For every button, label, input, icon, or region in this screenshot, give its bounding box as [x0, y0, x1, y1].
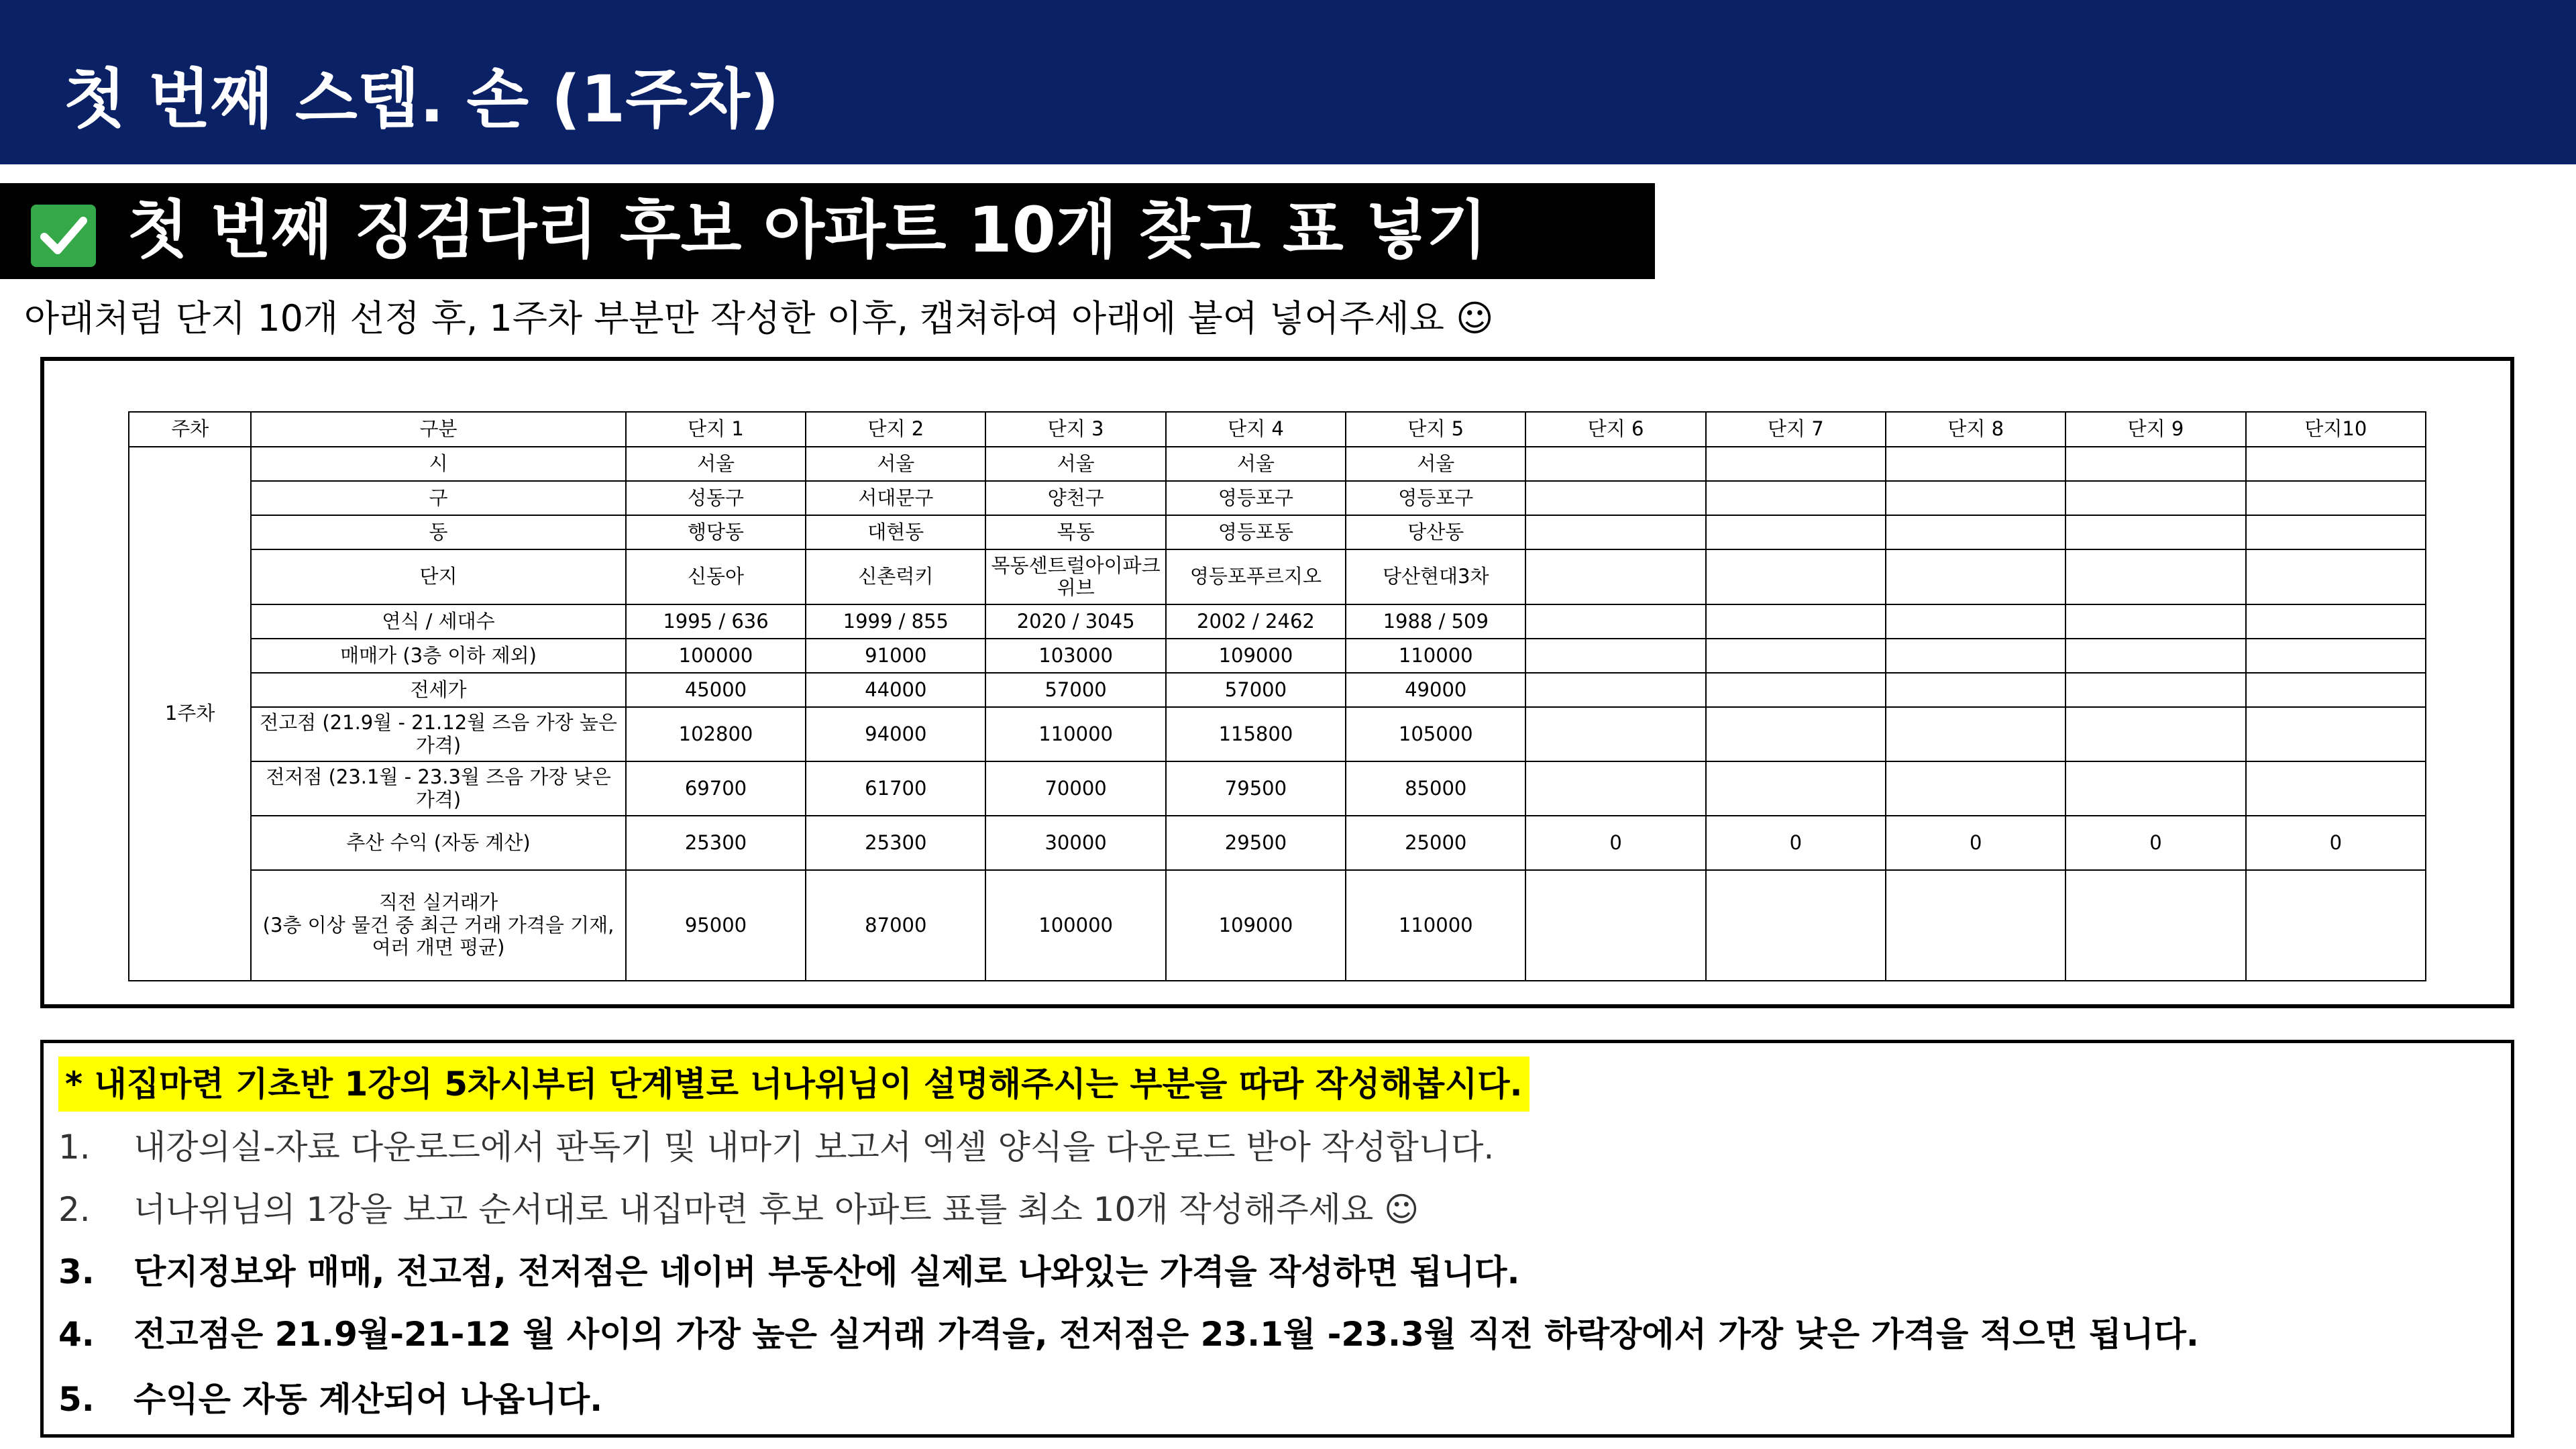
table-cell: [1706, 481, 1886, 515]
table-cell: [1886, 673, 2065, 707]
table-cell: 2002 / 2462: [1166, 604, 1346, 639]
row-label: 추산 수익 (자동 계산): [251, 816, 626, 870]
table-cell: [2246, 549, 2426, 604]
table-cell: [1706, 707, 1886, 761]
table-cell: 105000: [1346, 707, 1525, 761]
table-cell: 서울: [985, 447, 1165, 481]
apartment-table: [128, 411, 2426, 981]
table-cell: 신동아: [626, 549, 806, 604]
note-text: 너나위님의 1강을 보고 순서대로 내집마련 후보 아파트 표를 최소 10개 작성해주세요 ☺: [133, 1190, 1419, 1229]
table-cell: [1886, 549, 2065, 604]
highlight-note: * 내집마련 기초반 1강의 5차시부터 단계별로 너나위님이 설명해주시는 부분을 따라 작성해봅시다.: [58, 1057, 1529, 1112]
row-label: 전고점 (21.9월 - 21.12월 즈음 가장 높은 가격): [251, 707, 626, 761]
table-cell: 25300: [806, 816, 985, 870]
note-number: 5.: [58, 1380, 95, 1419]
table-cell: 91000: [806, 639, 985, 673]
table-cell: [1706, 870, 1886, 981]
column-header: 단지 9: [2065, 412, 2245, 447]
row-label: 단지: [251, 549, 626, 604]
table-cell: 61700: [806, 761, 985, 816]
table-cell: 25300: [626, 816, 806, 870]
table-cell: 102800: [626, 707, 806, 761]
column-header: 단지10: [2246, 412, 2426, 447]
section-title: 첫 번째 징검다리 후보 아파트 10개 찾고 표 넣기: [127, 194, 1488, 267]
table-cell: [2065, 481, 2245, 515]
table-cell: 0: [1706, 816, 1886, 870]
table-cell: [2065, 549, 2245, 604]
table-cell: [1886, 761, 2065, 816]
row-label: 연식 / 세대수: [251, 604, 626, 639]
table-cell: [2246, 639, 2426, 673]
instructions-box: [40, 1040, 2514, 1438]
table-cell: [1525, 549, 1705, 604]
table-cell: [1706, 447, 1886, 481]
table-cell: [2065, 870, 2245, 981]
table-cell: [1525, 761, 1705, 816]
table-cell: [2065, 761, 2245, 816]
table-cell: 1988 / 509: [1346, 604, 1525, 639]
table-row: [129, 481, 2426, 515]
table-row: [129, 447, 2426, 481]
table-cell: [2246, 481, 2426, 515]
table-cell: 100000: [985, 870, 1165, 981]
table-cell: 49000: [1346, 673, 1525, 707]
note-number: 1.: [58, 1128, 91, 1167]
table-cell: 70000: [985, 761, 1165, 816]
table-cell: 57000: [985, 673, 1165, 707]
table-row: [129, 549, 2426, 604]
table-cell: 87000: [806, 870, 985, 981]
column-header: 단지 4: [1166, 412, 1346, 447]
table-cell: 44000: [806, 673, 985, 707]
table-cell: [2065, 673, 2245, 707]
table-cell: [2246, 447, 2426, 481]
table-cell: 79500: [1166, 761, 1346, 816]
column-header: 단지 8: [1886, 412, 2065, 447]
table-cell: [1886, 707, 2065, 761]
table-cell: [1706, 761, 1886, 816]
table-cell: [2246, 707, 2426, 761]
table-cell: 95000: [626, 870, 806, 981]
table-cell: [1525, 481, 1705, 515]
table-cell: 0: [1886, 816, 2065, 870]
check-mark-icon: [31, 205, 96, 267]
table-cell: 행당동: [626, 515, 806, 549]
table-cell: 1995 / 636: [626, 604, 806, 639]
row-label: 전저점 (23.1월 - 23.3월 즈음 가장 낮은 가격): [251, 761, 626, 816]
table-cell: 양천구: [985, 481, 1165, 515]
column-header: 단지 1: [626, 412, 806, 447]
table-cell: 100000: [626, 639, 806, 673]
table-cell: 110000: [1346, 870, 1525, 981]
table-cell: [1525, 515, 1705, 549]
table-cell: [1886, 604, 2065, 639]
example-table-frame: [40, 357, 2514, 1008]
table-cell: 서대문구: [806, 481, 985, 515]
intro-text: 아래처럼 단지 10개 선정 후, 1주차 부분만 작성한 이후, 캡쳐하여 아래에 붙여 넣어주세요 ☺: [24, 297, 1494, 339]
table-cell: [1886, 515, 2065, 549]
table-row: [129, 761, 2426, 816]
row-label: 직전 실거래가 (3층 이상 물건 중 최근 거래 가격을 기재, 여러 개면 평균): [251, 870, 626, 981]
row-label: 시: [251, 447, 626, 481]
table-row: [129, 639, 2426, 673]
table-cell: 85000: [1346, 761, 1525, 816]
table-cell: [2246, 761, 2426, 816]
column-header: 구분: [251, 412, 626, 447]
note-number: 2.: [58, 1190, 91, 1229]
table-cell: [1886, 870, 2065, 981]
table-cell: [1525, 447, 1705, 481]
table-cell: [1525, 870, 1705, 981]
note-number: 4.: [58, 1315, 95, 1354]
row-label: 매매가 (3층 이하 제외): [251, 639, 626, 673]
table-cell: 110000: [985, 707, 1165, 761]
table-cell: 영등포푸르지오: [1166, 549, 1346, 604]
table-cell: 109000: [1166, 870, 1346, 981]
table-cell: 영등포구: [1346, 481, 1525, 515]
table-cell: [2246, 515, 2426, 549]
table-cell: 29500: [1166, 816, 1346, 870]
table-row: [129, 515, 2426, 549]
table-cell: 서울: [806, 447, 985, 481]
table-cell: 영등포구: [1166, 481, 1346, 515]
table-cell: [2246, 604, 2426, 639]
note-text: 단지정보와 매매, 전고점, 전저점은 네이버 부동산에 실제로 나와있는 가격을 작성하면 됩니다.: [133, 1252, 1520, 1291]
table-cell: [2065, 707, 2245, 761]
table-cell: 103000: [985, 639, 1165, 673]
table-row: [129, 816, 2426, 870]
page-title: 첫 번째 스텝. 손 (1주차): [64, 62, 780, 137]
table-cell: 110000: [1346, 639, 1525, 673]
table-cell: 25000: [1346, 816, 1525, 870]
table-cell: [2065, 447, 2245, 481]
table-cell: 서울: [1166, 447, 1346, 481]
column-header: 단지 3: [985, 412, 1165, 447]
note-number: 3.: [58, 1252, 95, 1291]
column-header: 단지 6: [1525, 412, 1705, 447]
table-cell: 57000: [1166, 673, 1346, 707]
table-cell: [2065, 639, 2245, 673]
table-cell: 0: [1525, 816, 1705, 870]
table-cell: 대현동: [806, 515, 985, 549]
table-cell: [1706, 639, 1886, 673]
column-header: 단지 7: [1706, 412, 1886, 447]
table-cell: 69700: [626, 761, 806, 816]
table-cell: 목동센트럴아이파크위브: [985, 549, 1165, 604]
table-row: [129, 707, 2426, 761]
table-cell: 성동구: [626, 481, 806, 515]
table-cell: [1525, 604, 1705, 639]
table-cell: 신촌럭키: [806, 549, 985, 604]
table-cell: [1886, 639, 2065, 673]
table-cell: [1886, 481, 2065, 515]
table-row: [129, 870, 2426, 981]
table-cell: [1706, 515, 1886, 549]
table-cell: 당산동: [1346, 515, 1525, 549]
column-header: 단지 5: [1346, 412, 1525, 447]
column-header: 주차: [129, 412, 251, 447]
table-cell: 115800: [1166, 707, 1346, 761]
row-label: 구: [251, 481, 626, 515]
row-label: 전세가: [251, 673, 626, 707]
note-text: 전고점은 21.9월-21-12 월 사이의 가장 높은 실거래 가격을, 전저점은 23.1월 -23.3월 직전 하락장에서 가장 낮은 가격을 적으면 됩니다.: [133, 1315, 2199, 1354]
week-cell: 1주차: [129, 447, 251, 981]
table-cell: 서울: [626, 447, 806, 481]
table-row: [129, 604, 2426, 639]
table-cell: 45000: [626, 673, 806, 707]
note-text: 수익은 자동 계산되어 나옵니다.: [133, 1380, 603, 1419]
table-cell: 1999 / 855: [806, 604, 985, 639]
table-cell: [1706, 549, 1886, 604]
table-cell: 영등포동: [1166, 515, 1346, 549]
table-cell: 목동: [985, 515, 1165, 549]
table-cell: 0: [2246, 816, 2426, 870]
table-cell: 94000: [806, 707, 985, 761]
table-cell: [1525, 707, 1705, 761]
table-header-row: [129, 412, 2426, 447]
table-cell: 당산현대3차: [1346, 549, 1525, 604]
table-cell: 0: [2065, 816, 2245, 870]
row-label: 동: [251, 515, 626, 549]
table-cell: [2065, 604, 2245, 639]
table-cell: 109000: [1166, 639, 1346, 673]
table-row: [129, 673, 2426, 707]
table-cell: [1525, 673, 1705, 707]
table-cell: [1706, 604, 1886, 639]
note-text: 내강의실-자료 다운로드에서 판독기 및 내마기 보고서 엑셀 양식을 다운로드 받아 작성합니다.: [133, 1128, 1495, 1167]
table-cell: 30000: [985, 816, 1165, 870]
column-header: 단지 2: [806, 412, 985, 447]
table-cell: 2020 / 3045: [985, 604, 1165, 639]
table-cell: [1886, 447, 2065, 481]
table-cell: [2246, 673, 2426, 707]
table-cell: 서울: [1346, 447, 1525, 481]
table-cell: [1525, 639, 1705, 673]
table-cell: [2246, 870, 2426, 981]
table-cell: [2065, 515, 2245, 549]
table-cell: [1706, 673, 1886, 707]
